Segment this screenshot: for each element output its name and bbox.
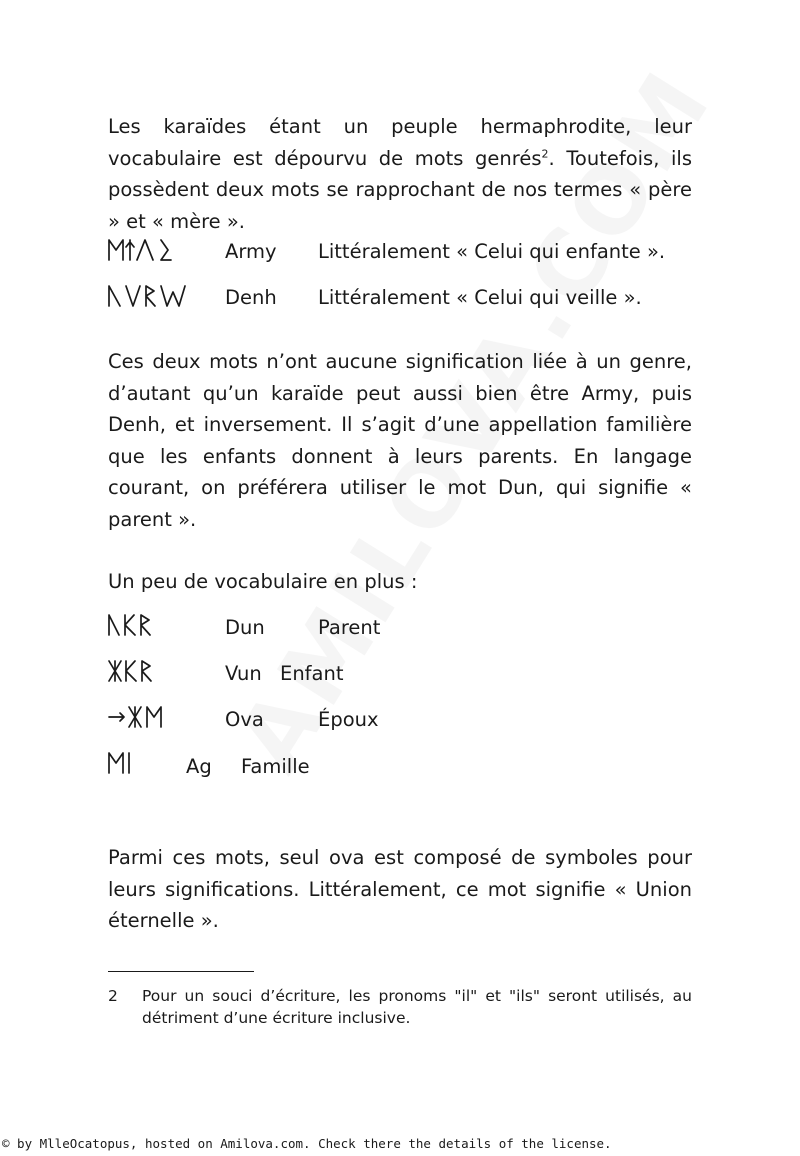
term-meaning: Littéralement « Celui qui veille ». <box>318 286 642 309</box>
intro-text-after: . Toutefois, ils possèdent deux mots se rapprochant de nos termes « père » et « mère ». <box>108 146 692 233</box>
term-word: Denh <box>225 286 277 309</box>
vun-rune-icon <box>108 659 154 683</box>
vocab-meaning: Époux <box>318 708 379 731</box>
vocabulary-heading: Un peu de vocabulaire en plus : <box>108 570 418 593</box>
license-notice: © by MlleOcatopus, hosted on Amilova.com. Check there the details of the license. <box>2 1136 612 1151</box>
explanation-paragraph: Ces deux mots n’ont aucune signification liée à un genre, d’autant qu’un karaïde peut aussi bien être Army, puis Denh, et inversement. Il s’agit d’une appellation familière que les enfants donnent à leurs parents. En langage courant, on préférera utiliser le mot Dun, qui signifie « parent ». <box>108 350 692 531</box>
vocab-meaning: Parent <box>318 616 381 639</box>
term-meaning: Littéralement « Celui qui enfante ». <box>318 240 666 263</box>
dun-rune-icon <box>108 613 154 637</box>
conclusion-paragraph: Parmi ces mots, seul ova est composé de symboles pour leurs significations. Littéralement, ce mot signifie « Union éternelle ». <box>108 846 692 932</box>
vocab-word: Ova <box>225 708 264 731</box>
footnote-divider <box>108 971 254 972</box>
vocab-meaning: Enfant <box>280 662 344 685</box>
denh-rune-icon <box>108 284 194 308</box>
vocab-word: Vun <box>225 662 262 685</box>
vocab-word: Dun <box>225 616 265 639</box>
footnote-number: 2 <box>108 987 118 1005</box>
footnote-text: Pour un souci d’écriture, les pronoms "il" et "ils" seront utilisés, au détriment d’une écriture inclusive. <box>142 987 692 1027</box>
ag-rune-icon <box>108 751 132 775</box>
intro-paragraph <box>108 111 692 237</box>
ova-rune-icon <box>108 705 164 729</box>
vocab-word: Ag <box>186 755 212 778</box>
vocab-meaning: Famille <box>241 755 310 778</box>
term-word: Army <box>225 240 277 263</box>
intro-text: Les karaïdes étant un peuple hermaphrodite, leur vocabulaire est dépourvu de mots genrés <box>108 115 692 170</box>
army-rune-icon <box>108 238 178 262</box>
footnote-reference[interactable]: 2 <box>541 147 549 160</box>
